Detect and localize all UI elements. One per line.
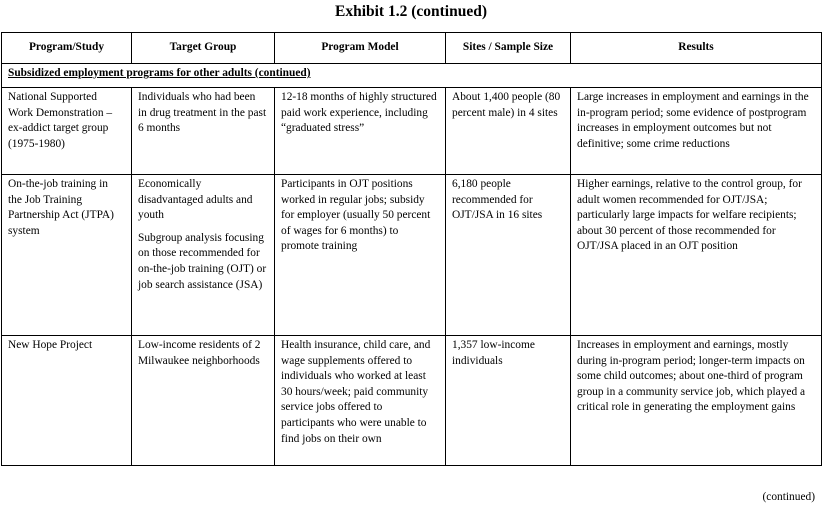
cell-program: National Supported Work Demonstration – ex-addict target group (1975-1980): [2, 88, 132, 175]
header-sites-sample-size: Sites / Sample Size: [446, 33, 571, 64]
header-row: [2, 33, 822, 64]
section-row: [2, 64, 822, 88]
cell-results: Higher earnings, relative to the control group, for adult women recommended for OJT/JSA; particularly large impacts for welfare recipients; about 30 percent of those recommended for OJT/JSA placed in an OJT position: [571, 175, 822, 336]
section-title: Subsidized employment programs for other adults (continued): [2, 64, 822, 88]
cell-target: [132, 175, 275, 336]
table-row: [2, 336, 822, 466]
header-results: Results: [571, 33, 822, 64]
cell-target: Low-income residents of 2 Milwaukee neighborhoods: [132, 336, 275, 466]
cell-target-subgroup: Subgroup analysis focusing on those recommended for on-the-job training (OJT) or job search assistance (JSA): [138, 231, 267, 291]
cell-model: 12-18 months of highly structured paid work experience, including “graduated stress”: [275, 88, 446, 175]
continued-note: (continued): [762, 491, 815, 503]
cell-target-main: Economically disadvantaged adults and youth: [138, 178, 253, 222]
cell-sites: 1,357 low-income individuals: [446, 336, 571, 466]
cell-model: Participants in OJT positions worked in regular jobs; subsidy for employer (usually 50 percent of wages for 6 months) to promote training: [275, 175, 446, 336]
table-row: [2, 88, 822, 175]
header-target-group: Target Group: [132, 33, 275, 64]
exhibit-title: Exhibit 1.2 (continued): [334, 3, 487, 20]
cell-results: Large increases in employment and earnings in the in-program period; some evidence of postprogram increases in employment outcomes but not definitive; some crime reductions: [571, 88, 822, 175]
cell-model: Health insurance, child care, and wage supplements offered to individuals who worked at least 30 hours/week; paid community service jobs offered to participants who were unable to find jobs on their own: [275, 336, 446, 466]
cell-target: Individuals who had been in drug treatment in the past 6 months: [132, 88, 275, 175]
table-row: [2, 175, 822, 336]
cell-sites: 6,180 people recommended for OJT/JSA in 16 sites: [446, 175, 571, 336]
cell-program: On-the-job training in the Job Training Partnership Act (JTPA) system: [2, 175, 132, 336]
cell-program: New Hope Project: [2, 336, 132, 466]
header-program-model: Program Model: [275, 33, 446, 64]
cell-sites: About 1,400 people (80 percent male) in 4 sites: [446, 88, 571, 175]
cell-results: Increases in employment and earnings, mostly during in-program period; longer-term impacts on some child outcomes; about one-third of program group in a community service job, which played a critical role in generating the employment gains: [571, 336, 822, 466]
exhibit-table: [1, 32, 822, 466]
header-program-study: Program/Study: [2, 33, 132, 64]
